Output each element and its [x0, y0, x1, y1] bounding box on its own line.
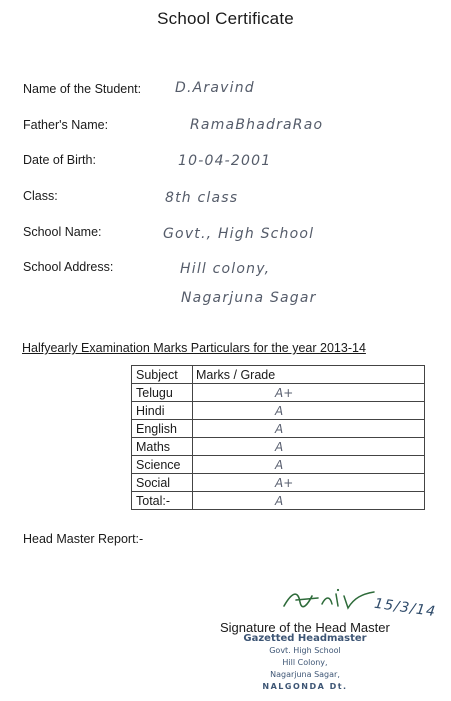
head-master-report-label: Head Master Report:- — [23, 532, 144, 546]
school-name-label: School Name: — [23, 225, 102, 239]
stamp-line: Govt. High School — [269, 646, 341, 655]
stamp-line: Nagarjuna Sagar, — [270, 670, 340, 679]
grade-cell: A+ — [193, 474, 425, 492]
table-row — [132, 474, 425, 492]
father-name-value: RamaBhadraRao — [190, 117, 324, 133]
table-row — [132, 438, 425, 456]
subject-cell: Social — [132, 474, 193, 492]
dob-label: Date of Birth: — [23, 153, 96, 167]
table-row — [132, 420, 425, 438]
student-name-value: D.Aravind — [175, 80, 255, 96]
signature-label: Signature of the Head Master — [220, 620, 390, 635]
grade-cell: A — [193, 492, 425, 510]
marks-heading: Halfyearly Examination Marks Particulars for the year 2013-14 — [22, 341, 366, 355]
subject-cell: Science — [132, 456, 193, 474]
subject-cell: Total:- — [132, 492, 193, 510]
grade-cell: A — [193, 402, 425, 420]
table-row — [132, 492, 425, 510]
subject-cell: Maths — [132, 438, 193, 456]
handwritten-signature — [278, 584, 388, 620]
subject-cell: English — [132, 420, 193, 438]
stamp-line: Hill Colony, — [282, 658, 328, 667]
school-address-line-2: Nagarjuna Sagar — [181, 290, 317, 306]
dob-value: 10-04-2001 — [178, 153, 272, 169]
subject-cell: Telugu — [132, 384, 193, 402]
certificate-title: School Certificate — [157, 9, 294, 28]
table-row — [132, 456, 425, 474]
student-name-label: Name of the Student: — [23, 82, 142, 96]
school-address-line-1: Hill colony, — [180, 261, 271, 277]
grade-header: Marks / Grade — [193, 366, 425, 384]
table-row — [132, 384, 425, 402]
table-header-row — [132, 366, 425, 384]
school-address-label: School Address: — [23, 260, 114, 274]
stamp-line: NALGONDA Dt. — [262, 682, 348, 691]
table-row — [132, 402, 425, 420]
grade-cell: A+ — [193, 384, 425, 402]
father-name-label: Father's Name: — [23, 118, 109, 132]
grade-cell: A — [193, 456, 425, 474]
class-label: Class: — [23, 189, 58, 203]
grade-cell: A — [193, 420, 425, 438]
subject-cell: Hindi — [132, 402, 193, 420]
class-value: 8th class — [165, 190, 239, 206]
signature-date: 15/3/14 — [373, 595, 438, 621]
marks-table — [131, 365, 425, 510]
subject-header: Subject — [132, 366, 193, 384]
stamp-line: Gazetted Headmaster — [243, 633, 367, 644]
school-name-value: Govt., High School — [163, 226, 315, 242]
headmaster-stamp — [240, 633, 370, 693]
grade-cell: A — [193, 438, 425, 456]
